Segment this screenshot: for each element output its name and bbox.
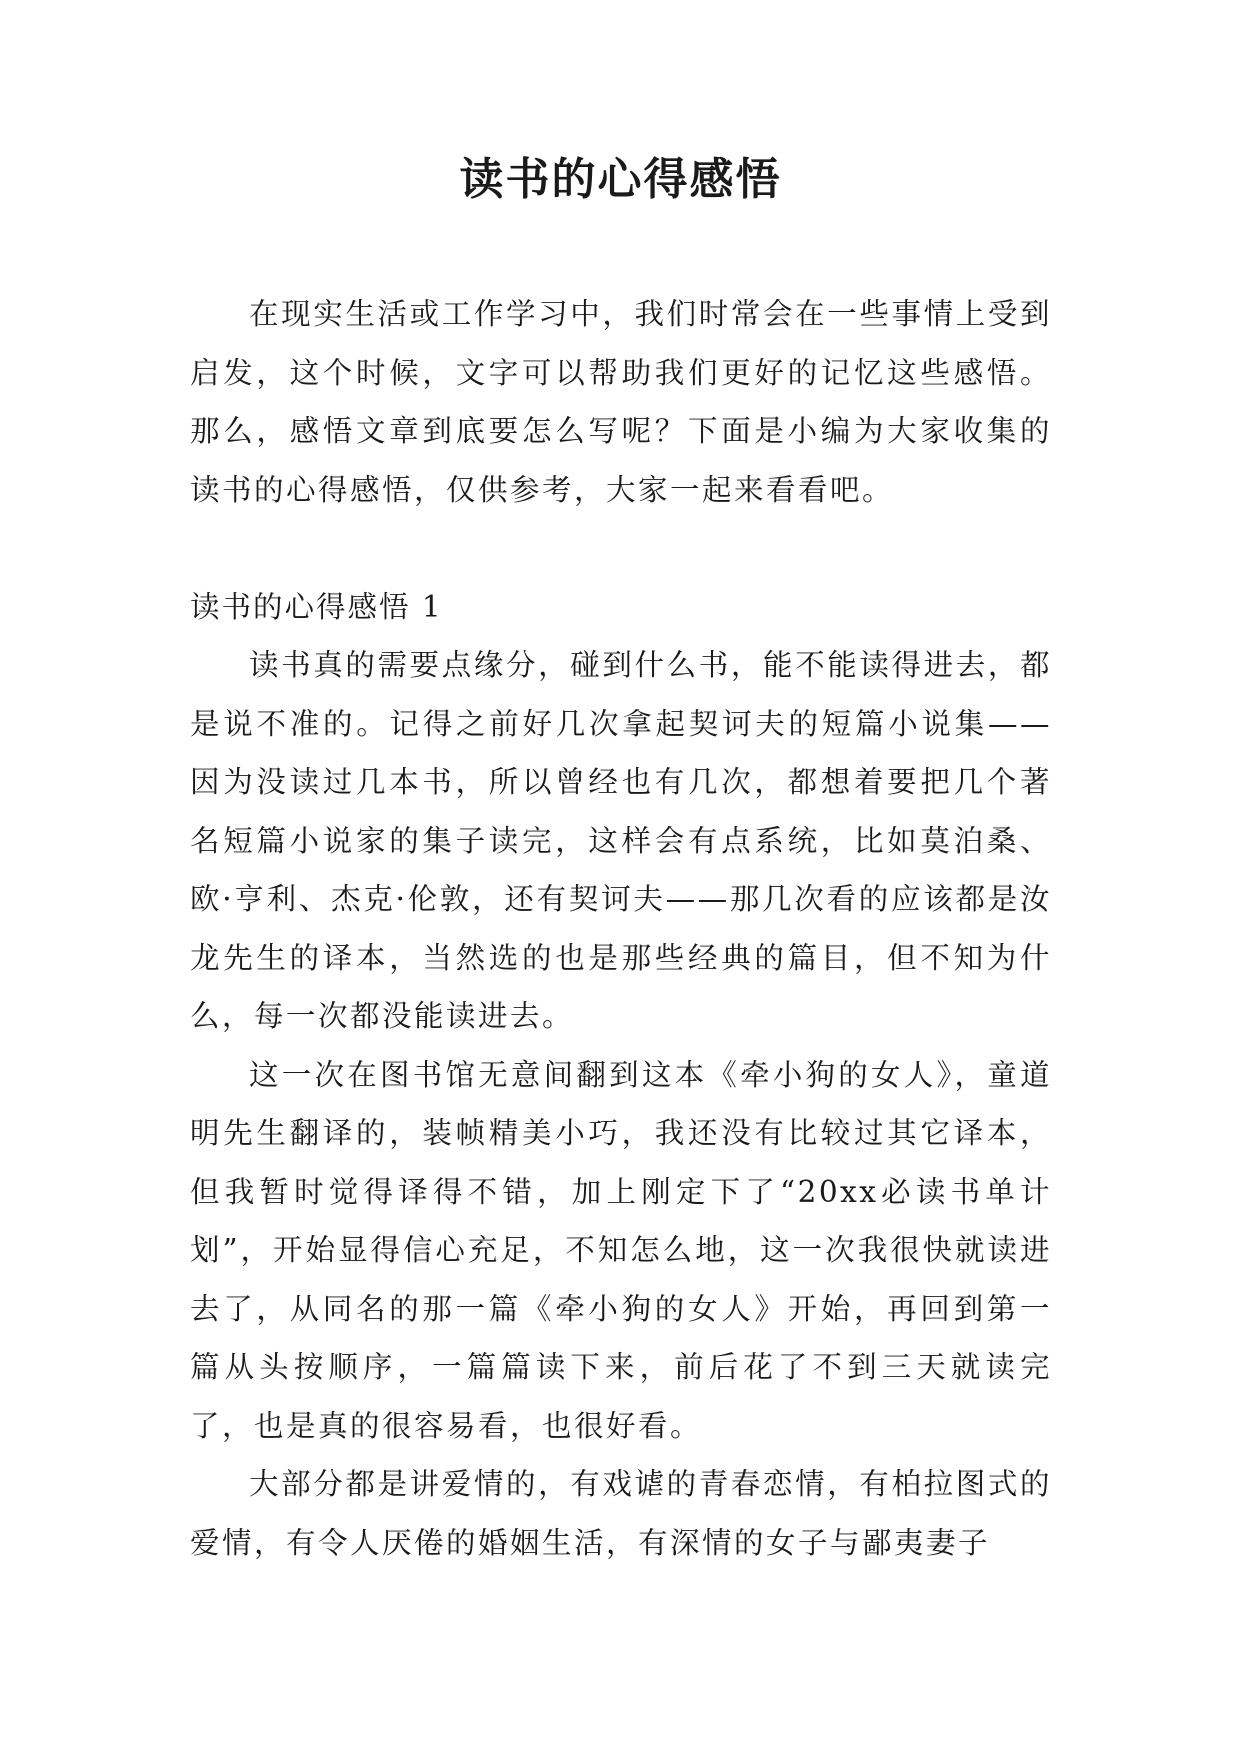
section-heading: 读书的心得感悟 1 <box>190 590 443 624</box>
body-paragraph-1: 读书真的需要点缘分，碰到什么书，能不能读得进去，都是说不准的。记得之前好几次拿起契诃夫的短篇小说集——因为没读过几本书，所以曾经也有几次，都想着要把几个著名短篇小说家的集子读完，这样会有点系统，比如莫泊桑、欧·亨利、杰克·伦敦，还有契诃夫——那几次看的应该都是汝龙先生的译本，当然选的也是那些经典的篇目，但不知为什么，每一次都没能读进去。 <box>190 648 1052 1033</box>
body-paragraph-2: 这一次在图书馆无意间翻到这本《牵小狗的女人》，童道明先生翻译的，装帧精美小巧，我还没有比较过其它译本，但我暂时觉得译得不错，加上刚定下了“20xx必读书单计划”，开始显得信心充足，不知怎么地，这一次我很快就读进去了，从同名的那一篇《牵小狗的女人》开始，再回到第一篇从头按顺序，一篇篇读下来，前后花了不到三天就读完了，也是真的很容易看，也很好看。 <box>190 1057 1052 1443</box>
intro-block <box>190 285 1052 519</box>
section-body <box>190 636 1052 1572</box>
body-paragraph-3: 大部分都是讲爱情的，有戏谑的青春恋情，有柏拉图式的爱情，有令人厌倦的婚姻生活，有深情的女子与鄙夷妻子 <box>190 1467 1052 1560</box>
intro-paragraph: 在现实生活或工作学习中，我们时常会在一些事情上受到启发，这个时候，文字可以帮助我们更好的记忆这些感悟。那么，感悟文章到底要怎么写呢？下面是小编为大家收集的读书的心得感悟，仅供参考，大家一起来看看吧。 <box>190 297 1052 507</box>
document-title: 读书的心得感悟 <box>459 154 782 205</box>
